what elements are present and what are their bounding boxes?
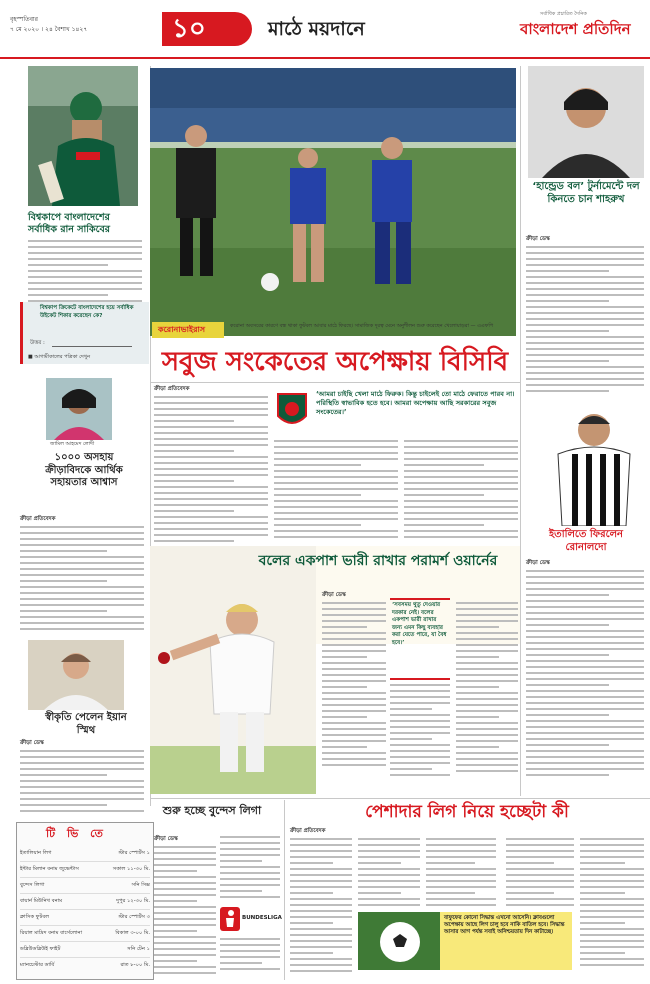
tv-channel: স্টার স্পোর্টস ৩ bbox=[118, 914, 150, 920]
bundesliga-wordmark: BUNDESLIGA bbox=[242, 915, 282, 921]
tv-channel: সকাল ১১-৩০ মি. bbox=[112, 866, 150, 872]
batsman-illustration bbox=[28, 66, 138, 206]
warne-col1-body bbox=[322, 602, 386, 770]
section-title: মাঠে ময়দানে bbox=[268, 18, 365, 40]
lodi-caption: জামিল আহমেদ লোদী bbox=[50, 441, 95, 447]
weekday: বৃহস্পতিবার bbox=[10, 16, 38, 23]
warne-photo bbox=[150, 546, 316, 794]
page-number: ১০ bbox=[172, 14, 206, 44]
pro-col2-body bbox=[358, 838, 420, 910]
smith-body bbox=[20, 750, 144, 816]
pro-col3-body bbox=[426, 838, 496, 910]
tv-row bbox=[20, 958, 150, 973]
bundes-col2-body bbox=[220, 836, 280, 902]
tv-row bbox=[20, 926, 150, 942]
bottom-section-rule bbox=[150, 798, 650, 799]
tv-program: ডব্লিউডব্লিউই ফাইট bbox=[20, 946, 61, 952]
shahrukh-photo bbox=[528, 66, 644, 178]
bowler-illustration bbox=[150, 546, 316, 794]
lodi-photo bbox=[46, 378, 112, 440]
football-photo bbox=[358, 912, 440, 970]
poll-answer-label: উত্তর : bbox=[30, 340, 45, 346]
bundesliga-player-icon bbox=[220, 907, 240, 931]
lead-col3-body bbox=[404, 440, 518, 542]
ronaldo-photo bbox=[528, 400, 644, 526]
pro-col1-body bbox=[290, 838, 352, 976]
tv-row bbox=[20, 846, 150, 862]
smith-headline: স্বীকৃতি পেলেন ইয়ান স্মিথ bbox=[45, 712, 127, 736]
tv-row bbox=[20, 894, 150, 910]
shahrukh-body bbox=[526, 246, 644, 396]
ronaldo-headline: ইতালিতে ফিরলেন রোনালদো bbox=[548, 529, 624, 553]
masthead bbox=[0, 0, 650, 64]
tv-program: বায়ার্ন মিউনিখ বনাম bbox=[20, 898, 63, 904]
poll-question: বিশ্বকাপ ক্রিকেটে বাংলাদেশের হয়ে সর্বাধিক উইকেট শিকার করেছেন কে? bbox=[40, 305, 134, 319]
tv-channel: স্টার স্পোর্টস ১ bbox=[118, 850, 150, 856]
tv-program: ম্যানচেস্টার ডার্বি bbox=[20, 962, 55, 968]
tv-program: বুন্দেস লিগা bbox=[20, 882, 45, 888]
pro-col4-body bbox=[506, 838, 574, 910]
warne-headline: বলের একপাশ ভারী রাখার পরামর্শ ওয়ার্নের bbox=[258, 553, 498, 569]
right-column-divider bbox=[520, 66, 521, 796]
tv-title: টি ভি তে bbox=[46, 827, 107, 840]
pro-league-byline: ক্রীড়া প্রতিবেদক bbox=[290, 828, 326, 834]
poll-note: ■ আগামীকালের পত্রিকা দেখুন bbox=[28, 354, 91, 360]
warne-byline: ক্রীড়া ডেস্ক bbox=[322, 592, 346, 598]
lodi-body bbox=[20, 526, 144, 634]
lead-col2-body bbox=[274, 440, 398, 542]
tv-program: ইতালিয়ান লিগ bbox=[20, 850, 52, 856]
lead-rule bbox=[150, 382, 520, 383]
lodi-headline: ১০০০ অসহায় ক্রীড়াবিদকে আর্থিক সহায়তার আশ্বাস bbox=[45, 452, 123, 488]
paper-logo: বাংলাদেশ প্রতিদিন bbox=[520, 20, 631, 38]
pro-col5-body bbox=[580, 838, 644, 970]
left-top-headline: বিশ্বকাপে বাংলাদেশের সর্বাধিক রান সাকিবের bbox=[28, 212, 110, 235]
paper-tagline: সর্বাধিক প্রচারিত দৈনিক bbox=[540, 11, 587, 17]
bundes-headline: শুরু হচ্ছে বুন্দেস লিগা bbox=[162, 804, 262, 817]
pro-callout: বাফুফের কোনো সিদ্ধান্ত এখনো আসেনি। ক্লাবগুলো অপেক্ষায় আছে লিগ চালু হবে নাকি বাতিল হবে। সিদ্ধান্ত আসার আগ পর্যন্ত সবাই অনিশ্চয়তায় দিন কাটাচ্ছে। bbox=[444, 915, 565, 936]
pro-league-headline: পেশাদার লিগ নিয়ে হচ্ছেটা কী bbox=[365, 802, 569, 822]
tv-row bbox=[20, 910, 150, 926]
shakib-photo bbox=[28, 66, 138, 206]
tv-row bbox=[20, 862, 150, 878]
shahrukh-headline: ‘হান্ড্রেড বল’ টুর্নামেন্টে দল কিনতে চান শাহরুখ bbox=[532, 181, 640, 205]
lead-headline: সবুজ সংকেতের অপেক্ষায় বিসিবি bbox=[161, 347, 509, 377]
main-photo-caption: করোনা অবসরের কারণে বন্ধ থাকা ফুটবল আবার মাঠে ফিরছে। সামাজিক দূরত্ব মেনে অনুশীলন শুরু করেছেন খেলোয়াড়রা — এএফপি bbox=[230, 323, 494, 329]
tv-program: ক্লাসিক ফুটবল bbox=[20, 914, 50, 920]
tv-program: ইন্টার মিলান বনাম জুভেন্টাস bbox=[20, 866, 79, 872]
tv-channel: দুপুর ১২-৩০ মি. bbox=[116, 898, 150, 904]
lead-quote: ‘আমরা চাইছি খেলা মাঠে ফিরুক। কিন্তু চাইলেই তো মাঠে ফেরাতে পারব না। পরিস্থিতি স্বাভাবিক হতে হবে। আমরা অপেক্ষায় আছি সরকারের সবুজ সংকেতের।’ bbox=[316, 390, 515, 416]
ronaldo-body bbox=[526, 570, 644, 780]
bundesliga-logo bbox=[220, 906, 284, 932]
tv-channel: সনি টেন ১ bbox=[127, 946, 150, 952]
smith-photo bbox=[28, 640, 124, 710]
ronaldo-byline: ক্রীড়া ডেস্ক bbox=[526, 560, 550, 566]
lead-byline: ক্রীড়া প্রতিবেদক bbox=[154, 386, 190, 392]
bcb-logo bbox=[274, 392, 310, 432]
bundes-col1-body bbox=[154, 846, 216, 978]
lodi-byline: ক্রীড়া প্রতিবেদক bbox=[20, 516, 56, 522]
shahrukh-byline: ক্রীড়া ডেস্ক bbox=[526, 236, 550, 242]
smith-byline: ক্রীড়া ডেস্ক bbox=[20, 740, 44, 746]
tv-row bbox=[20, 942, 150, 958]
football-training-illustration bbox=[150, 68, 516, 336]
tv-channel: সনি সিক্স bbox=[131, 882, 150, 888]
warne-pullquote: ‘সবসময় থুতু দেওয়ার দরকার নেই। বলের একপাশ ভারী রাখার জন্য এমন কিছু ব্যবহার করা যেতে পারে, যা বৈধ হবে।’ bbox=[392, 602, 447, 646]
corona-tag: করোনাভাইরাস bbox=[158, 325, 206, 334]
lead-col1-body bbox=[154, 396, 268, 552]
warne-col3-body bbox=[456, 602, 518, 776]
tv-row bbox=[20, 878, 150, 894]
tv-channel: বিকাল ৩-০০ মি. bbox=[115, 930, 150, 936]
warne-col2-body bbox=[390, 684, 450, 780]
poll-answer-blank bbox=[52, 346, 132, 347]
date-line: ৭ মে ২০২০ । ২৪ বৈশাখ ১৪২৭ bbox=[10, 26, 88, 33]
tv-rows bbox=[20, 846, 150, 973]
bundes-byline: ক্রীড়া ডেস্ক bbox=[154, 836, 178, 842]
tv-channel: রাত ৮-০০ মি. bbox=[120, 962, 150, 968]
bundes-col2-body-lower bbox=[220, 938, 280, 974]
masthead-rule bbox=[0, 57, 650, 59]
bundes-divider bbox=[284, 800, 285, 980]
tv-program: রিয়াল মাদ্রিদ বনাম বার্সেলোনা bbox=[20, 930, 83, 936]
main-training-photo bbox=[150, 68, 516, 336]
